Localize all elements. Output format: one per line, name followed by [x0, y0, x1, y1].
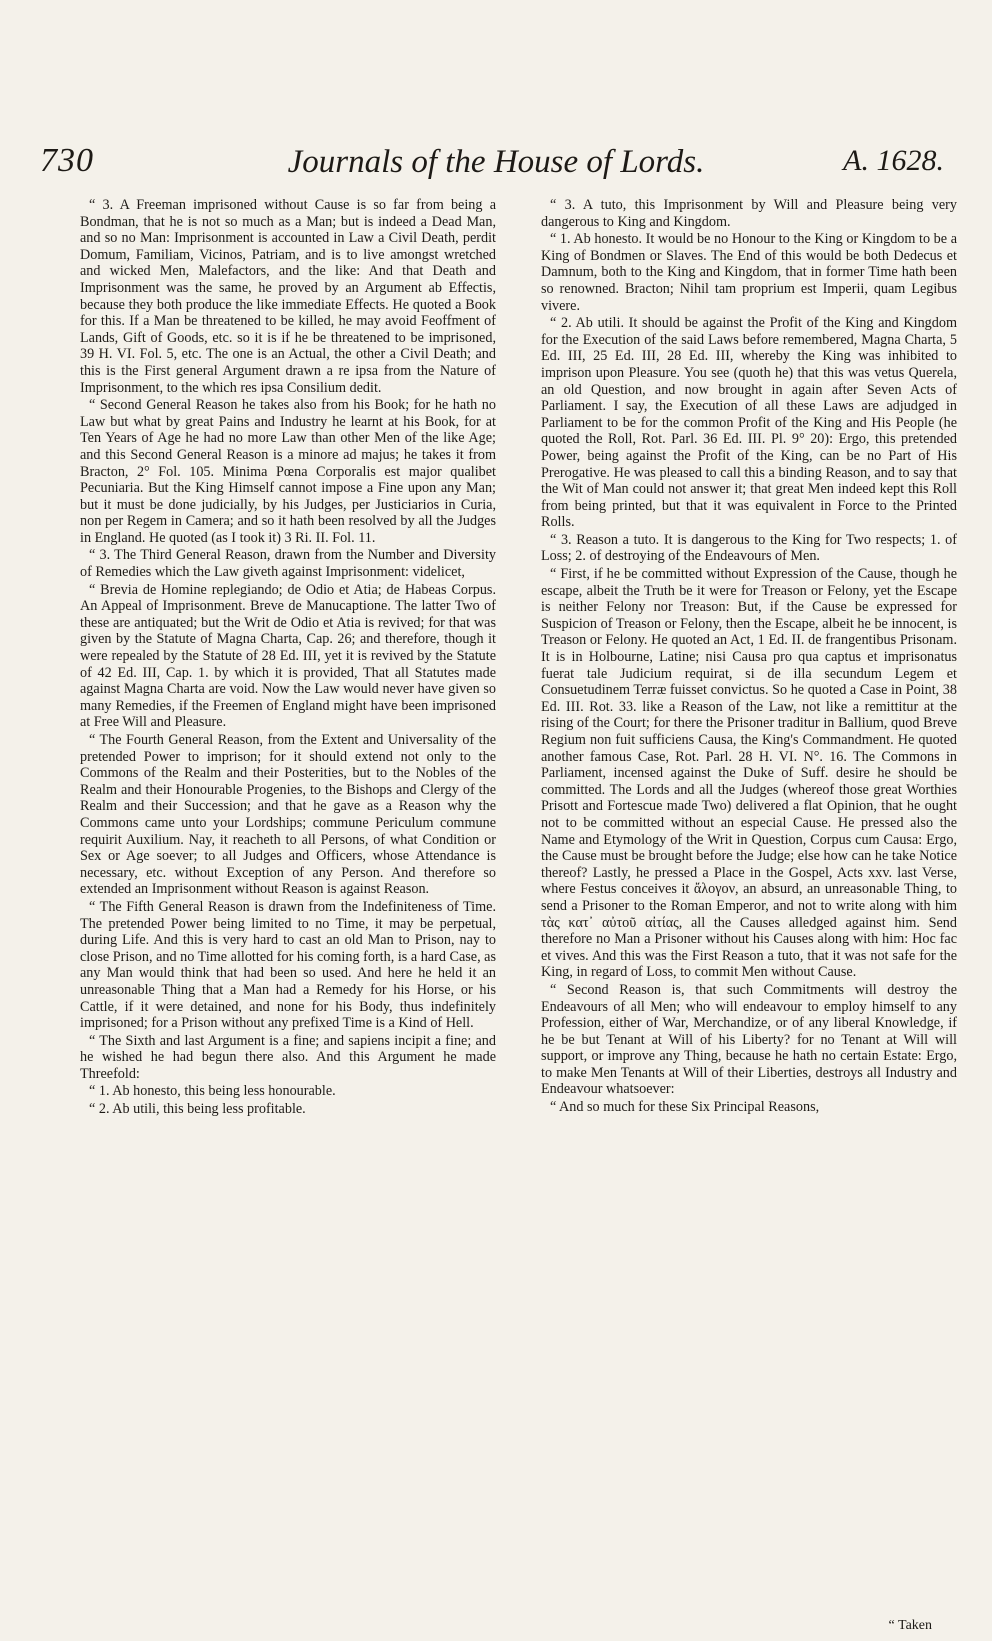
paragraph: “ 3. A Freeman imprisoned without Cause is so far from being a Bondman, that he is not so much as a Man; but is indeed a Dead Man, and so no Man: Imprisonment is accounted in Law a Civil Death, perdit Domum, Familiam, Vicinos, Patriam, and is to live amongst wretched and wicked Men, Malefactors, and the like: And that Death and Imprisonment was the same, he proved by an Argument ab Effectis, because they both produce the like immediate Effects. He quoted a Book for this. If a Man be threatened to be killed, he may avoid Feoffment of Lands, Gift of Goods, etc. so it is if he be threatened to be imprisoned, 39 H. VI. Fol. 5, etc. The one is an Actual, the other a Civil Death; and this is the First general Argument drawn a re ipsa from the Nature of Imprisonment, to the which res ipsa Consilium dedit.: [80, 197, 496, 396]
page-header: [0, 142, 992, 190]
paragraph: “ 1. Ab honesto, this being less honourable.: [89, 1083, 336, 1100]
running-title: Journals of the House of Lords.: [287, 144, 705, 180]
left-column: [80, 197, 496, 1119]
paragraph: “ 2. Ab utili. It should be against the Profit of the King and Kingdom for the Execution of the said Laws before remembered, Magna Charta, 5 Ed. III, 25 Ed. III, 28 Ed. III, whereby the King was inhibited to imprison upon Pleasure. You see (quoth he) that this was vetus Querela, an old Question, and now brought in again after Seven Acts of Parliament. I say, the Execution of all these Laws are adjudged in Parliament to be for the common Profit of the King and His People (he quoted the Roll, Rot. Parl. 36 Ed. III. Pl. 9° 20): Ergo, this pretended Power, being against the Profit of the King, can be no Part of His Prerogative. He was pleased to call this a binding Reason, and to say that the Wit of Man could not answer it; that great Men indeed kept this Roll from being printed, but that it was equivalent in Force to the Printed Rolls.: [541, 315, 957, 531]
paragraph: “ 3. A tuto, this Imprisonment by Will and Pleasure being very dangerous to King and Kingdom.: [541, 197, 957, 230]
paragraph: “ Second General Reason he takes also from his Book; for he hath no Law but what by great Pains and Industry he learnt at his Book, for at Ten Years of Age he had no more Law than other Men of the like Age; and this Second General Reason is a minore ad majus; he takes it from Bracton, 2° Fol. 105. Minima Pœna Corporalis est major qualibet Pecuniaria. But the King Himself cannot impose a Fine upon any Man; but it must be done judicially, by his Judges, per Justiciarios in Curia, non per Regem in Camera; and so it hath been resolved by all the Judges in England. He quoted (as I took it) 3 Ri. II. Fol. 11.: [80, 397, 496, 546]
paragraph: “ First, if he be committed without Expression of the Cause, though he escape, albeit the Truth be it were for Treason or Felony, yet the Escape is neither Felony nor Treason: But, if the Cause be expressed for Suspicion of Treason or Felony, then the Escape, albeit he be innocent, is Treason or Felony. He quoted an Act, 1 Ed. II. de frangentibus Prisonam. It is in Holbourne, Latine; nisi Causa pro qua captus et imprisonatus fuerat tale Judicium requirat, si de illa secundum Legem et Consuetudinem Terræ fuisset convictus. So he quoted a Case in Point, 38 Ed. III. Rot. 33. like a Reason of the Law, not like a remittitur at the rising of the Court; for there the Prisoner traditur in Ballium, quod Breve Regium non fuit sufficiens Causa, the King's Commandment. He quoted another famous Case, Rot. Parl. 28 H. VI. N°. 16. The Commons in Parliament, incensed against the Duke of Suff. desire he should be committed. The Lords and all the Judges (whereof those great Worthies Prisott and Fortescue made Two) delivered a flat Opinion, that he ought not to be committed without an especial Cause. He pressed also the Name and Etymology of the Writ in Question, Corpus cum Causa: Ergo, the Cause must be brought before the Judge; else how can he take Notice thereof? Lastly, he pressed a Place in the Gospel, Acts xxv. last Verse, where Festus conceives it ἄλογον, an absurd, an unreasonable Thing, to send a Prisoner to the Roman Emperor, and not to write along with him τὰς κατ᾽ αὐτοῦ αἰτίας, all the Causes alledged against him. Send therefore no Man a Prisoner without his Causes along with him: Hoc fac et vives. And this was the First Reason a tuto, that it was not safe for the King, in regard of Loss, to commit Men without Cause.: [541, 566, 957, 981]
page-number: 730: [40, 142, 94, 179]
paragraph: “ 3. Reason a tuto. It is dangerous to the King for Two respects; 1. of Loss; 2. of destroying of the Endeavours of Men.: [541, 531, 957, 565]
paragraph: “ The Sixth and last Argument is a fine; and sapiens incipit a fine; and he wished he had begun there also. And this Argument he made Threefold:: [80, 1032, 496, 1082]
paragraph: “ Second Reason is, that such Commitments will destroy the Endeavours of all Men; who will endeavour to employ himself to any Profession, either of War, Merchandize, or of any liberal Knowledge, if he be but Tenant at Will of his Liberty? for no Tenant at Will will support, or improve any Thing, because he hath no certain Estate: Ergo, to make Men Tenants at Will of their Liberties, destroys all Industry and Endeavour whatsoever:: [541, 981, 957, 1098]
year-heading: A. 1628.: [843, 144, 944, 177]
paragraph: “ 3. The Third General Reason, drawn from the Number and Diversity of Remedies which the Law giveth against Imprisonment: videlicet,: [80, 547, 496, 581]
paragraph: “ Brevia de Homine replegiando; de Odio et Atia; de Habeas Corpus. An Appeal of Imprisonment. Breve de Manucaptione. The latter Two of these are antiquated; but the Writ de Odio et Atia is revived; for that was given by the Statute of Magna Charta, Cap. 26; and therefore, though it were repealed by the Statute of 28 Ed. III, yet it is revived by the Statute of 42 Ed. III, Cap. 1. by which it is provided, That all Statutes made against Magna Charta are void. Now the Law would never have given so many Remedies, if the Freemen of England might have been imprisoned at Free Will and Pleasure.: [80, 581, 496, 731]
right-column: [541, 197, 957, 1117]
catchword: “ Taken: [888, 1618, 932, 1633]
paragraph: “ And so much for these Six Principal Reasons,: [550, 1099, 820, 1116]
paragraph: “ 1. Ab honesto. It would be no Honour to the King or Kingdom to be a King of Bondmen or Slaves. The End of this would be both Dedecus et Damnum, both to the King and Kingdom, that in former Time hath been so renowned. Bracton; Nihil tam proprium est Imperii, quam Legibus vivere.: [541, 231, 957, 314]
paragraph: “ The Fourth General Reason, from the Extent and Universality of the pretended Power to imprison; for it should extend not only to the Commons of the Realm and their Posterities, but to the Nobles of the Realm and their Honourable Progenies, to the Bishops and Clergy of the Realm and their Succession; and that he gave as a Reason why the Commons came unto your Lordships; commune Periculum commune requirit Auxilium. Nay, it reacheth to all Persons, of what Condition or Sex or Age soever; to all Judges and Officers, whose Attendance is necessary, etc. without Exception of any Person. And therefore so extended an Imprisonment without Reason is against Reason.: [80, 732, 496, 898]
paragraph: “ The Fifth General Reason is drawn from the Indefiniteness of Time. The pretended Power being limited to no Time, it may be perpetual, during Life. And this is very hard to cast an old Man to Prison, nay to close Prison, and no Time allotted for his coming forth, is a hard Case, as any Man would think that had been so used. And here he held it an unreasonable Thing that a Man had a Remedy for his Horse, or his Cattle, if it were detained, and none for his Body, thus indefinitely imprisoned; for a Prison without any prefixed Time is a Kind of Hell.: [80, 898, 496, 1032]
paragraph: “ 2. Ab utili, this being less profitable.: [89, 1101, 306, 1118]
